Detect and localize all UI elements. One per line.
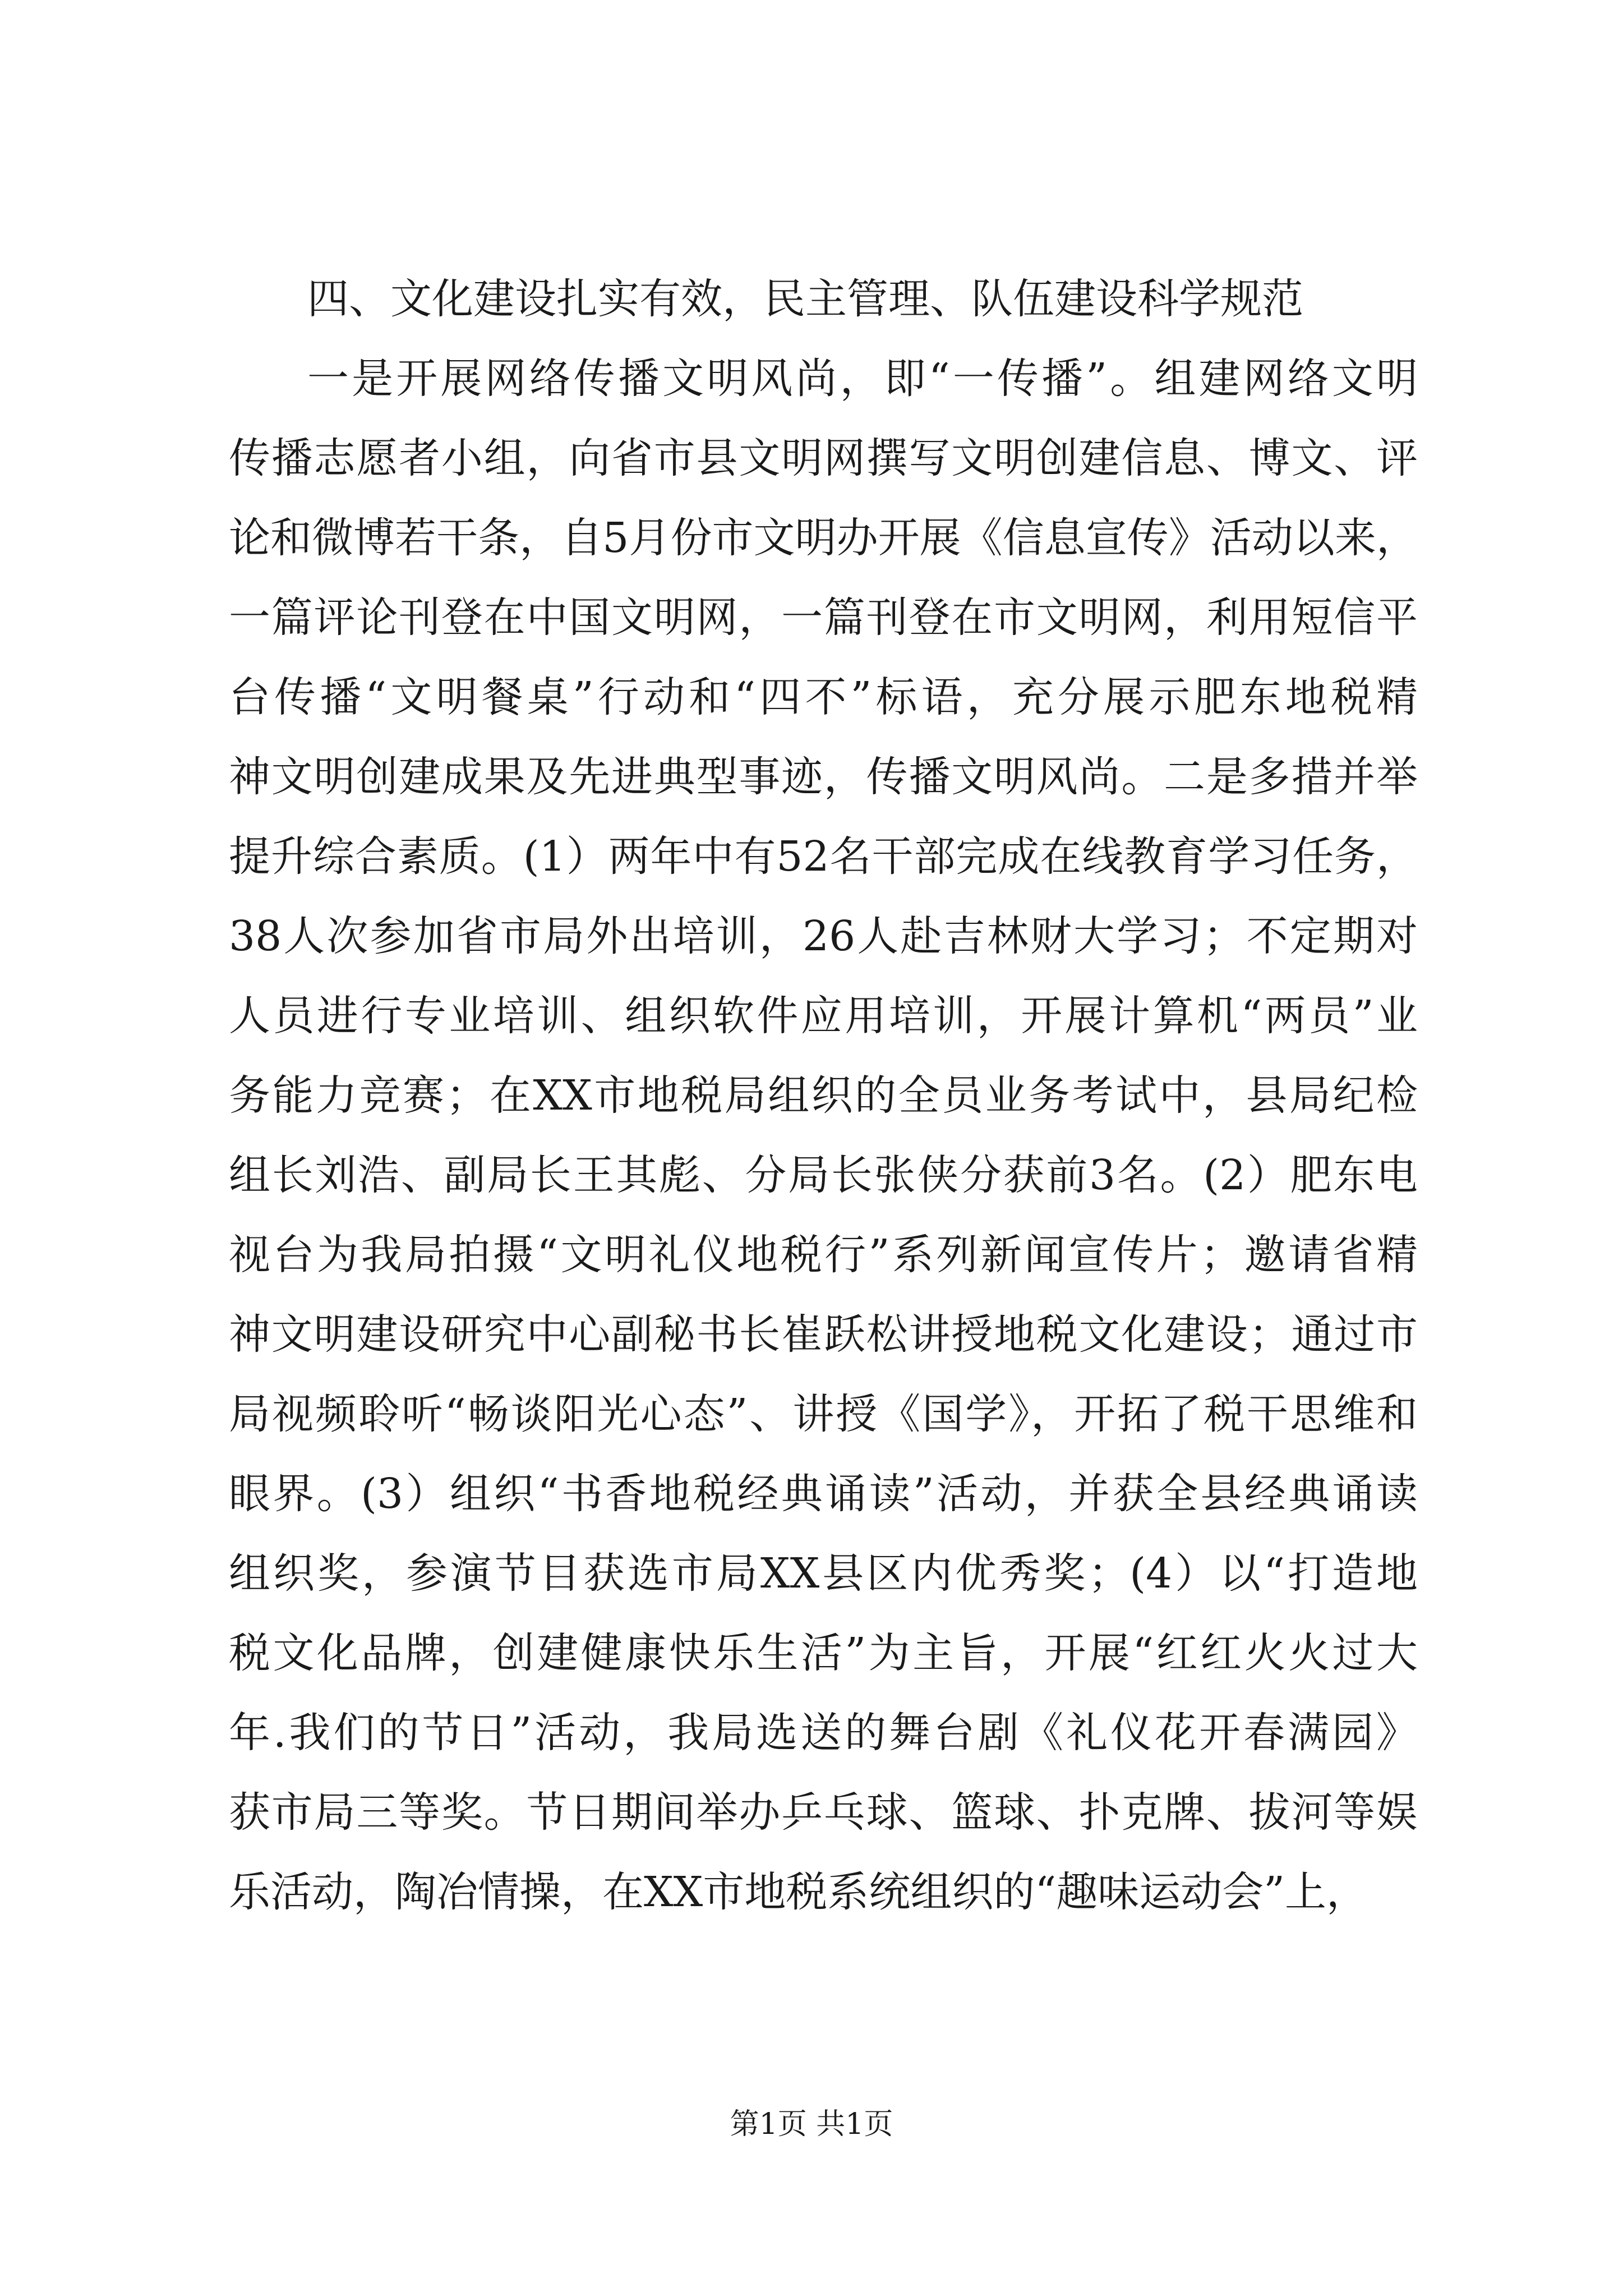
text-line: 视台为我局拍摄“文明礼仪地税行”系列新闻宣传片；邀请省精 bbox=[229, 1231, 1418, 1279]
text-line: 务能力竞赛；在XX市地税局组织的全员业务考试中，县局纪检 bbox=[229, 1071, 1418, 1120]
text-line: 人员进行专业培训、组织软件应用培训，开展计算机“两员”业 bbox=[229, 992, 1418, 1040]
document-body bbox=[229, 259, 1418, 1932]
text-line: 提升综合素质。(1）两年中有52名干部完成在线教育学习任务， bbox=[229, 832, 1418, 881]
text-line: 一篇评论刊登在中国文明网，一篇刊登在市文明网，利用短信平 bbox=[229, 593, 1418, 642]
text-line: 组织奖，参演节目获选市局XX县区内优秀奖；(4）以“打造地 bbox=[229, 1549, 1418, 1598]
text-line: 传播志愿者小组，向省市县文明网撰写文明创建信息、博文、评 bbox=[229, 434, 1418, 482]
text-line: 年.我们的节日”活动，我局选送的舞台剧《礼仪花开春满园》 bbox=[229, 1709, 1418, 1757]
text-line: 神文明创建成果及先进典型事迹，传播文明风尚。二是多措并举 bbox=[229, 753, 1418, 801]
text-line: 乐活动，陶冶情操，在XX市地税系统组织的“趣味运动会”上， bbox=[229, 1868, 1368, 1916]
text-line: 38人次参加省市局外出培训，26人赴吉林财大学习；不定期对 bbox=[229, 912, 1418, 960]
text-line: 眼界。(3）组织“书香地税经典诵读”活动，并获全县经典诵读 bbox=[229, 1470, 1418, 1518]
text-line: 税文化品牌，创建健康快乐生活”为主旨，开展“红红火火过大 bbox=[229, 1629, 1418, 1677]
paragraph bbox=[229, 339, 1418, 1932]
text-line: 一是开展网络传播文明风尚，即“一传播”。组建网络文明 bbox=[307, 355, 1418, 403]
text-line: 台传播“文明餐桌”行动和“四不”标语，充分展示肥东地税精 bbox=[229, 673, 1418, 721]
text-line: 论和微博若干条，自5月份市文明办开展《信息宣传》活动以来， bbox=[229, 514, 1418, 562]
page-number-footer: 第1页 共1页 bbox=[730, 2108, 893, 2141]
section-heading: 四、文化建设扎实有效，民主管理、队伍建设科学规范 bbox=[307, 275, 1303, 323]
text-line: 获市局三等奖。节日期间举办乒乓球、篮球、扑克牌、拔河等娱 bbox=[229, 1788, 1418, 1837]
text-line: 神文明建设研究中心副秘书长崔跃松讲授地税文化建设；通过市 bbox=[229, 1310, 1418, 1359]
text-line: 局视频聆听“畅谈阳光心态”、讲授《国学》，开拓了税干思维和 bbox=[229, 1390, 1418, 1438]
text-line: 组长刘浩、副局长王其彪、分局长张侠分获前3名。(2）肥东电 bbox=[229, 1151, 1418, 1199]
